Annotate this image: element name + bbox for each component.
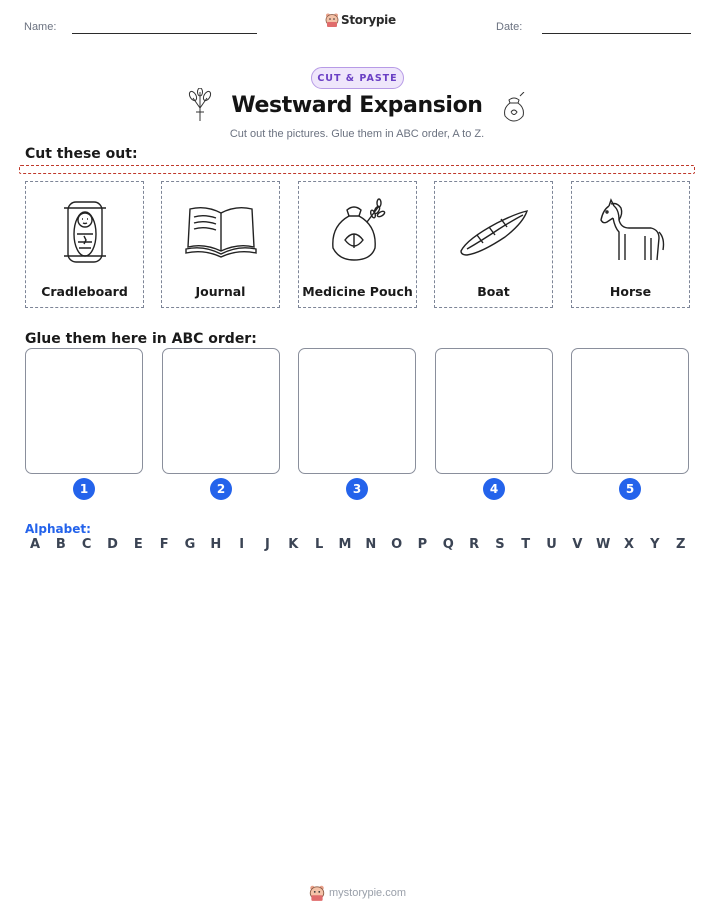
card-label: Horse <box>609 284 652 299</box>
alphabet-letter: O <box>391 537 403 552</box>
glue-box-5[interactable] <box>571 348 689 474</box>
alphabet-letter: I <box>239 537 245 552</box>
alphabet-letter: Q <box>442 537 454 552</box>
alphabet-letter: T <box>521 537 531 552</box>
alphabet-letter: M <box>338 537 352 552</box>
alphabet-letter: N <box>365 537 377 552</box>
page-title: Westward Expansion <box>231 93 483 118</box>
glue-box-2[interactable] <box>162 348 280 474</box>
alphabet-letter: W <box>596 537 611 552</box>
cut-card-horse[interactable] <box>571 181 690 308</box>
glue-box-3[interactable] <box>298 348 416 474</box>
cradleboard-icon <box>60 196 110 266</box>
medicine-pouch-icon <box>327 198 389 264</box>
brand-logo <box>325 12 396 28</box>
date-line[interactable] <box>542 33 691 34</box>
alphabet-letter: Z <box>675 537 686 552</box>
journal-icon <box>184 203 258 259</box>
alphabet-letter: C <box>81 537 92 552</box>
card-label: Boat <box>477 284 510 299</box>
name-label: Name: <box>24 21 57 33</box>
cut-paste-badge: CUT & PASTE <box>311 67 404 89</box>
alphabet-row <box>25 537 691 552</box>
pouch-icon <box>501 92 527 122</box>
glue-number-badge: 2 <box>210 478 232 500</box>
glue-box-1[interactable] <box>25 348 143 474</box>
page-subtitle: Cut out the pictures. Glue them in ABC order, A to Z. <box>229 128 485 140</box>
name-line[interactable] <box>72 33 257 34</box>
footer <box>309 884 406 902</box>
alphabet-letter: B <box>55 537 66 552</box>
cut-card-journal[interactable] <box>161 181 280 308</box>
alphabet-letter: Y <box>650 537 660 552</box>
card-label: Cradleboard <box>41 284 128 299</box>
card-label: Medicine Pouch <box>302 284 413 299</box>
cut-card-medicine-pouch[interactable] <box>298 181 417 308</box>
glue-heading: Glue them here in ABC order: <box>25 331 257 347</box>
alphabet-letter: E <box>133 537 143 552</box>
cut-heading: Cut these out: <box>25 146 138 162</box>
alphabet-letter: A <box>29 537 41 552</box>
cut-card-cradleboard[interactable] <box>25 181 144 308</box>
cut-card-boat[interactable] <box>434 181 553 308</box>
alphabet-letter: K <box>288 537 299 552</box>
alphabet-letter: L <box>314 537 324 552</box>
alphabet-letter: X <box>624 537 635 552</box>
horse-icon <box>595 198 667 264</box>
boat-icon <box>457 203 531 259</box>
glue-number-badge: 3 <box>346 478 368 500</box>
brand-name: Storypie <box>341 13 396 27</box>
alphabet-letter: P <box>417 537 428 552</box>
alphabet-letter: R <box>469 537 480 552</box>
alphabet-heading: Alphabet: <box>25 522 91 536</box>
glue-box-4[interactable] <box>435 348 553 474</box>
alphabet-letter: U <box>546 537 557 552</box>
alphabet-letter: V <box>572 537 583 552</box>
glue-number-badge: 1 <box>73 478 95 500</box>
card-label: Journal <box>195 284 246 299</box>
glue-number-badge: 5 <box>619 478 641 500</box>
glue-number-badge: 4 <box>483 478 505 500</box>
alphabet-letter: G <box>184 537 196 552</box>
alphabet-letter: F <box>159 537 169 552</box>
alphabet-letter: J <box>265 537 270 552</box>
footer-url[interactable]: mystorypie.com <box>329 887 407 899</box>
cut-line <box>19 165 695 174</box>
alphabet-letter: S <box>495 537 505 552</box>
alphabet-letter: H <box>210 537 222 552</box>
date-label: Date: <box>496 21 523 33</box>
storypie-mascot-icon <box>325 12 339 28</box>
alphabet-letter: D <box>107 537 118 552</box>
storypie-mascot-icon <box>309 884 325 902</box>
